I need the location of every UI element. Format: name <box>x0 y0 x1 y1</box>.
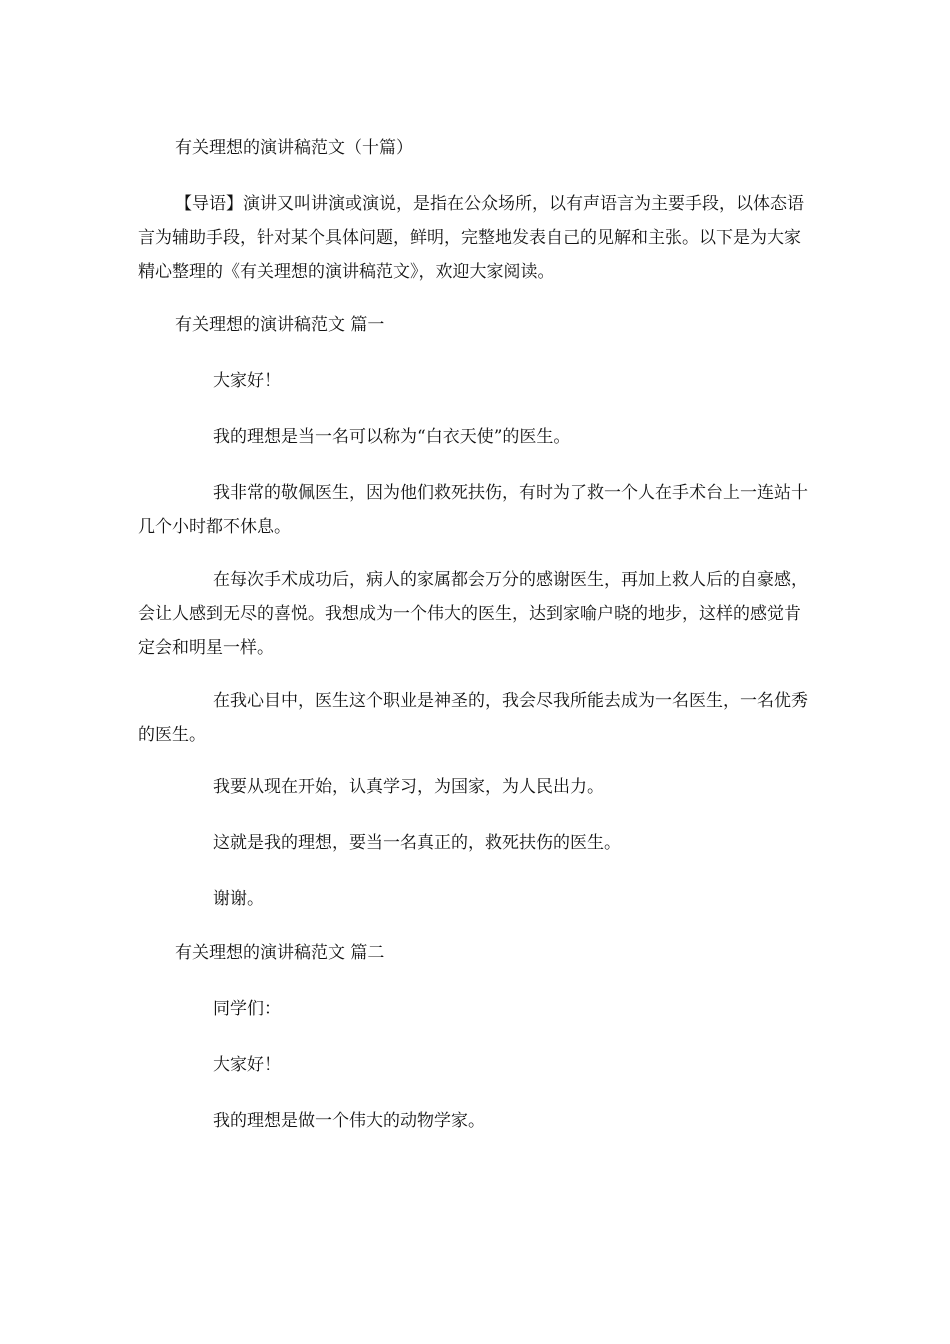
intro-paragraph: 【导语】演讲又叫讲演或演说，是指在公众场所，以有声语言为主要手段，以体态语言为辅助手段，针对某个具体问题，鲜明，完整地发表自己的见解和主张。以下是为大家精心整理的《有关理想的演讲稿范文》，欢迎大家阅读。 <box>138 194 804 282</box>
section-1-paragraph: 大家好！ <box>213 371 281 391</box>
section-1-paragraph: 在我心目中，医生这个职业是神圣的，我会尽我所能去成为一名医生，一名优秀的医生。 <box>138 691 808 745</box>
document-title: 有关理想的演讲稿范文（十篇） <box>175 138 413 158</box>
section-1-paragraph: 在每次手术成功后，病人的家属都会万分的感谢医生，再加上救人后的自豪感，会让人感到无尽的喜悦。我想成为一个伟大的医生，达到家喻户晓的地步，这样的感觉肯定会和明星一样。 <box>138 570 808 658</box>
section-2-paragraph: 我的理想是做一个伟大的动物学家。 <box>213 1111 485 1131</box>
section-1-paragraph: 这就是我的理想，要当一名真正的，救死扶伤的医生。 <box>213 833 621 853</box>
section-2-paragraph: 同学们： <box>213 999 281 1019</box>
section-1-paragraph: 我的理想是当一名可以称为“白衣天使”的医生。 <box>213 427 571 447</box>
section-1-paragraph: 我非常的敬佩医生，因为他们救死扶伤，有时为了救一个人在手术台上一连站十几个小时都不休息。 <box>138 483 808 537</box>
section-1-heading: 有关理想的演讲稿范文 篇一 <box>175 315 385 335</box>
section-2-heading: 有关理想的演讲稿范文 篇二 <box>175 943 385 963</box>
section-1-paragraph: 我要从现在开始，认真学习，为国家，为人民出力。 <box>213 777 604 797</box>
section-2-paragraph: 大家好！ <box>213 1055 281 1075</box>
section-1-paragraph: 谢谢。 <box>213 889 264 909</box>
